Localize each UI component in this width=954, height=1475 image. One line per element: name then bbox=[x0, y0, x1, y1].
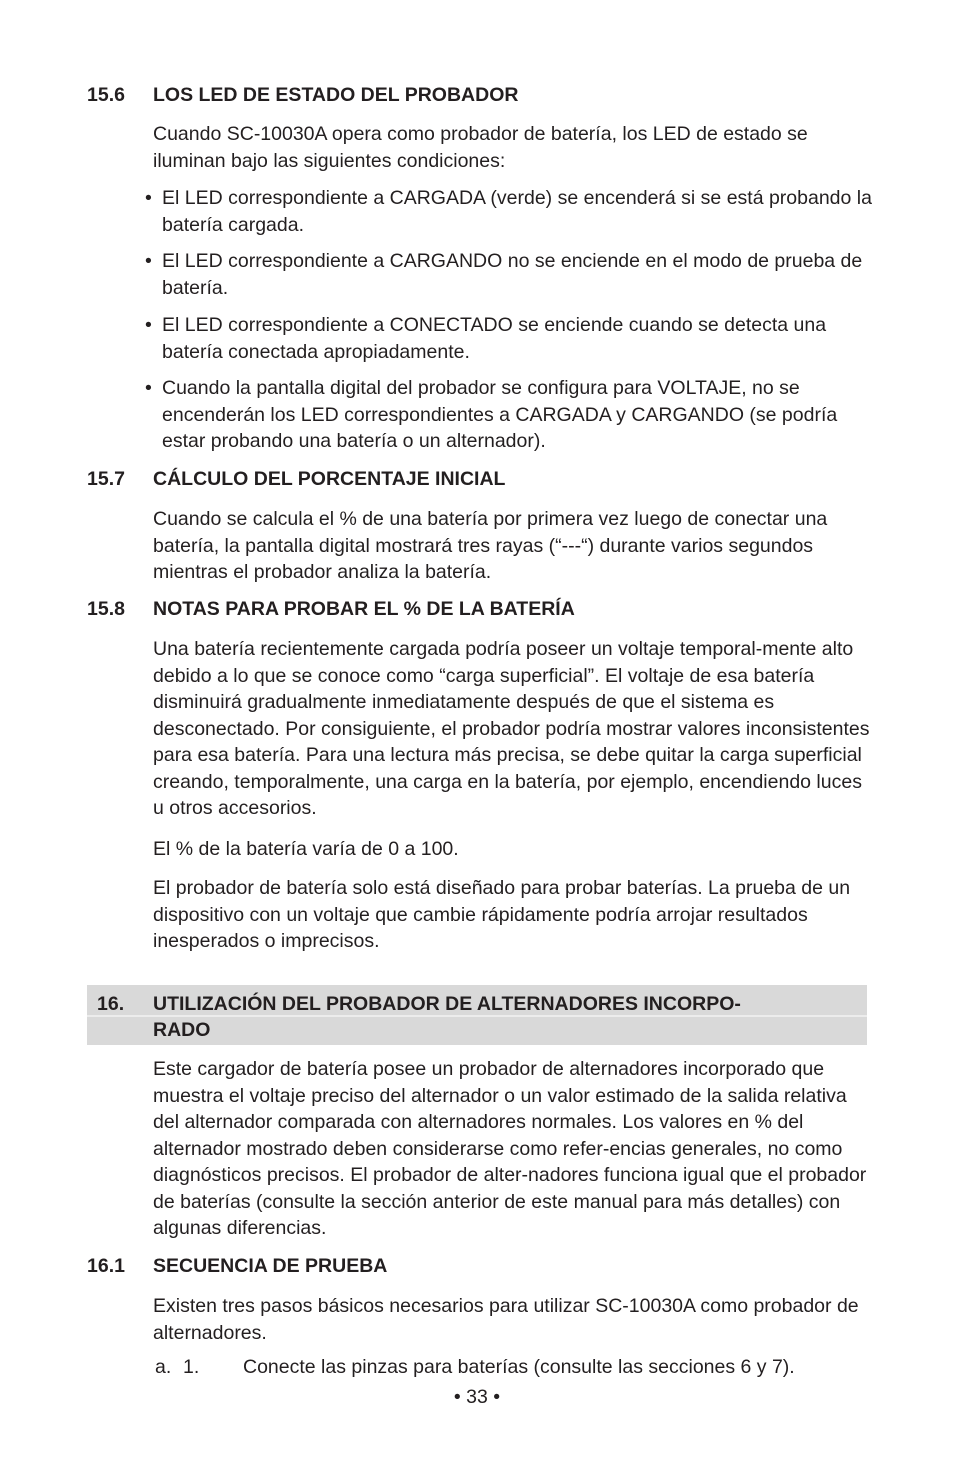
section-heading: NOTAS PARA PROBAR EL % DE LA BATERÍA bbox=[153, 598, 575, 620]
bullet-text: El LED correspondiente a CONECTADO se enciende cuando se detecta una batería conectada apropiadamente. bbox=[162, 314, 827, 363]
section-heading-line2: RADO bbox=[153, 1019, 211, 1041]
step-text: Conecte las pinzas para baterías (consulte las secciones 6 y 7). bbox=[243, 1356, 795, 1378]
bullet-text: El LED correspondiente a CARGADA (verde) se encenderá si se está probando la batería cargada. bbox=[162, 187, 872, 236]
section-heading: LOS LED DE ESTADO DEL PROBADOR bbox=[153, 84, 519, 106]
step-letter: a. bbox=[155, 1356, 172, 1378]
section-heading: SECUENCIA DE PRUEBA bbox=[153, 1255, 388, 1277]
bullet-item bbox=[145, 312, 880, 365]
paragraph: Existen tres pasos básicos necesarios para utilizar SC-10030A como probador de alternadores. bbox=[153, 1295, 859, 1344]
bullet-text: Cuando la pantalla digital del probador se configura para VOLTAJE, no se encenderán los LED correspondientes a CARGADA y CARGANDO (se podría estar probando una batería o un alternador). bbox=[162, 377, 838, 452]
section-heading-line1: UTILIZACIÓN DEL PROBADOR DE ALTERNADORES INCORPO- bbox=[153, 993, 741, 1015]
bullet-icon: • bbox=[145, 377, 152, 399]
paragraph: Una batería recientemente cargada podría poseer un voltaje temporal-mente alto debido a lo que se conoce como “carga superficial”. El voltaje de esa batería disminuirá gradualmente inmediatamente después de que el sistema es desconectado. Por consiguiente, el probador podría mostrar valores inconsistentes para esa batería. Para una lectura más precisa, se debe quitar la carga superficial creando, temporalmente, una carga en la batería, por ejemplo, encendiendo luces u otros accesorios. bbox=[153, 638, 870, 819]
paragraph: El % de la batería varía de 0 a 100. bbox=[153, 838, 459, 860]
section-number: 15.8 bbox=[87, 598, 125, 620]
bullet-icon: • bbox=[145, 314, 152, 336]
section-heading: CÁLCULO DEL PORCENTAJE INICIAL bbox=[153, 468, 506, 490]
paragraph: Cuando SC-10030A opera como probador de batería, los LED de estado se iluminan bajo las siguientes condiciones: bbox=[153, 123, 808, 172]
section-number: 16.1 bbox=[87, 1255, 125, 1277]
section-number: 16. bbox=[97, 993, 125, 1015]
paragraph: El probador de batería solo está diseñado para probar baterías. La prueba de un dispositivo con un voltaje que cambie rápidamente podría arrojar resultados inesperados o imprecisos. bbox=[153, 877, 851, 952]
page-number: • 33 • bbox=[453, 1386, 501, 1408]
paragraph: Este cargador de batería posee un probador de alternadores incorporado que muestra el voltaje preciso del alternador o un valor estimado de la salida relativa del alternador comparada con alternadores normales. Los valores en % del alternador mostrado deben considerarse como refer-encias generales, no como diagnósticos precisos. El probador de alter-nadores funciona igual que el probador de baterías (consulte la sección anterior de este manual para más detalles) con algunas diferencias. bbox=[153, 1058, 867, 1239]
bullet-icon: • bbox=[145, 187, 152, 209]
bullet-item bbox=[145, 248, 880, 301]
step-number: 1. bbox=[183, 1356, 200, 1378]
section-number: 15.6 bbox=[87, 84, 125, 106]
bullet-icon: • bbox=[145, 250, 152, 272]
bullet-item bbox=[145, 375, 880, 455]
bullet-text: El LED correspondiente a CARGANDO no se enciende en el modo de prueba de batería. bbox=[162, 250, 863, 299]
bullet-item bbox=[145, 185, 880, 238]
section-number: 15.7 bbox=[87, 468, 125, 490]
paragraph: Cuando se calcula el % de una batería por primera vez luego de conectar una batería, la pantalla digital mostrará tres rayas (“---“) durante varios segundos mientras el probador analiza la batería. bbox=[153, 508, 828, 583]
